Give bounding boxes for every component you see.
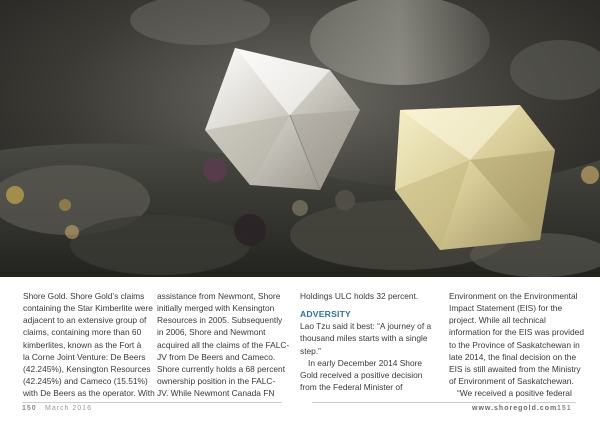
footer-divider-right <box>312 402 576 403</box>
text-line: Shore Gold. Shore Gold’s claims <box>23 291 145 301</box>
text-line: adjacent to an extensive group of <box>23 315 147 326</box>
issue-date: March 2016 <box>45 405 92 412</box>
text-line: late 2014, the final decision on the <box>449 351 577 362</box>
text-line: Shore currently holds a 68 percent <box>157 363 286 374</box>
text-line: (42.245%), Kensington Resources <box>23 363 151 374</box>
text-line: ownership position in the FALC- <box>157 376 276 387</box>
text-line: Environment on the Environmental <box>449 291 578 301</box>
footer-divider-left <box>22 402 282 403</box>
text-line: JV from De Beers and Cameco. <box>157 351 276 362</box>
text-line: JV. While Newmont Canada FN <box>157 388 275 399</box>
text-line: Lao Tzu said it best: “A journey of a <box>300 321 432 332</box>
page-number-left: 150 <box>22 405 37 412</box>
article-column-4 <box>449 290 582 399</box>
article-column-1 <box>23 290 156 399</box>
article-column-2 <box>157 290 290 399</box>
text-line: (42.245%) and Cameco (15.51%) <box>23 376 148 387</box>
section-heading: ADVERSITY <box>300 309 351 320</box>
text-line: Impact Statement (EIS) for the <box>449 303 563 314</box>
text-line: Gold received a positive decision <box>300 369 423 380</box>
text-line: Holdings ULC holds 32 percent. <box>300 291 419 301</box>
text-line: kimberlites, known as the Fort à <box>23 339 142 350</box>
text-line: Resources in 2005. Subsequently <box>157 315 283 326</box>
text-line: to the Province of Saskatchewan in <box>449 339 580 350</box>
text-line: acquired all the claims of the FALC- <box>157 339 290 350</box>
text-line: “We received a positive federal <box>457 388 572 399</box>
text-line: initially merged with Kensington <box>157 303 275 314</box>
website-url: www.shoregold.com <box>472 405 558 412</box>
text-line: EIS is still awaited from the Ministry <box>449 363 581 374</box>
text-line: with De Beers as the operator. With <box>23 388 155 399</box>
text-line: In early December 2014 Shore <box>308 357 423 368</box>
text-line: step.” <box>300 345 321 356</box>
text-line: from the Federal Minister of <box>300 382 403 393</box>
text-line: claims, containing more than 60 <box>23 327 142 338</box>
text-line: thousand miles starts with a single <box>300 333 428 344</box>
article-column-3 <box>300 290 433 393</box>
text-line: assistance from Newmont, Shore <box>157 291 281 301</box>
text-line: information for the EIS was provided <box>449 327 584 338</box>
text-line: la Corne Joint Venture: De Beers <box>23 351 146 362</box>
text-line: in 2006, Shore and Newmont <box>157 327 266 338</box>
text-line: containing the Star Kimberlite were <box>23 303 153 314</box>
page-number-right: 151 <box>557 405 572 412</box>
text-line: of Environment of Saskatchewan. <box>449 376 574 387</box>
text-line: project. While all technical <box>449 315 546 326</box>
